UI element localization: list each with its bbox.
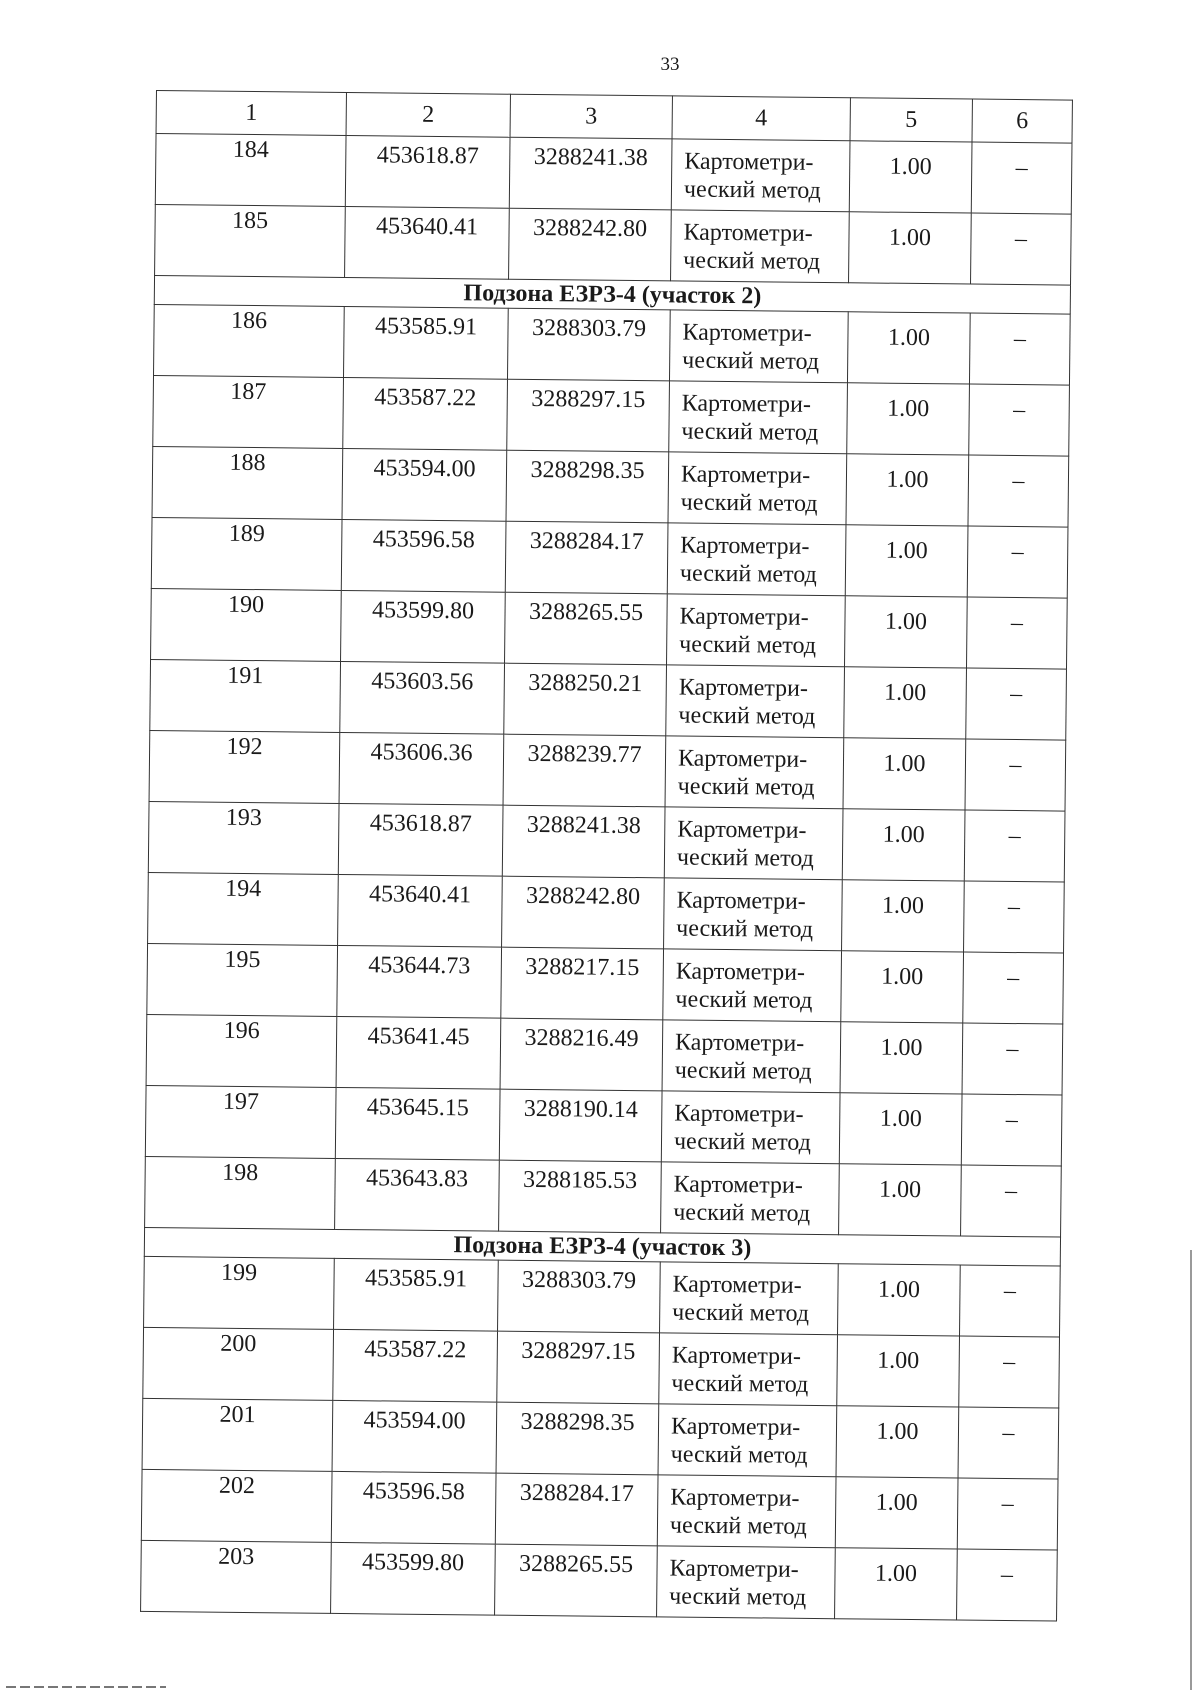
y-coordinate: 3288241.38 xyxy=(509,137,672,210)
method-line-2: ческий метод xyxy=(678,702,816,730)
note-value: – xyxy=(962,1023,1063,1095)
method-cell xyxy=(664,878,843,951)
table-row xyxy=(144,1256,1061,1337)
method-line-1: Картометри- xyxy=(670,1484,800,1512)
point-number: 187 xyxy=(153,375,344,448)
note-value: – xyxy=(966,668,1067,740)
method-line-1: Картометри- xyxy=(681,390,812,418)
y-coordinate: 3288242.80 xyxy=(502,876,665,949)
method-line-2: ческий метод xyxy=(679,560,817,588)
method-cell xyxy=(660,1262,839,1335)
table-row xyxy=(141,1469,1058,1550)
table-row xyxy=(142,1398,1059,1479)
accuracy-value: 1.00 xyxy=(846,454,969,526)
table-row xyxy=(149,730,1066,811)
y-coordinate: 3288217.15 xyxy=(501,947,664,1020)
page-number: 33 xyxy=(660,54,680,75)
note-value: – xyxy=(969,384,1070,456)
coordinates-table xyxy=(140,90,1073,1622)
method-line-2: ческий метод xyxy=(681,418,819,446)
method-line-2: ческий метод xyxy=(672,1299,810,1327)
point-number: 190 xyxy=(151,588,342,661)
table-row xyxy=(152,446,1069,527)
method-line-1: Картометри- xyxy=(682,319,812,347)
method-line-1: Картометри- xyxy=(680,461,811,489)
point-number: 201 xyxy=(142,1398,333,1471)
method-line-2: ческий метод xyxy=(675,986,813,1014)
accuracy-value: 1.00 xyxy=(835,1477,958,1549)
method-line-2: ческий метод xyxy=(683,176,821,204)
method-line-1: Картометри- xyxy=(674,1100,804,1128)
point-number: 196 xyxy=(146,1014,337,1087)
y-coordinate: 3288265.55 xyxy=(505,592,668,665)
method-line-2: ческий метод xyxy=(676,915,814,943)
note-value: – xyxy=(967,526,1068,598)
point-number: 184 xyxy=(155,134,346,207)
method-cell xyxy=(659,1333,838,1406)
method-line-1: Картометри- xyxy=(677,745,808,773)
note-value: – xyxy=(965,739,1066,811)
x-coordinate: 453606.36 xyxy=(339,732,504,805)
accuracy-value: 1.00 xyxy=(840,1022,963,1094)
method-line-2: ческий метод xyxy=(673,1128,812,1156)
point-number: 200 xyxy=(143,1327,334,1400)
x-coordinate: 453587.22 xyxy=(343,377,508,450)
y-coordinate: 3288250.21 xyxy=(504,663,667,736)
method-line-2: ческий метод xyxy=(670,1441,808,1469)
method-line-1: Картометри- xyxy=(678,674,809,702)
x-coordinate: 453594.00 xyxy=(342,448,507,521)
x-coordinate: 453618.87 xyxy=(338,803,503,876)
accuracy-value: 1.00 xyxy=(839,1164,962,1236)
method-line-1: Картометри- xyxy=(672,1271,802,1299)
accuracy-value: 1.00 xyxy=(844,596,967,668)
y-coordinate: 3288216.49 xyxy=(500,1018,663,1091)
accuracy-value: 1.00 xyxy=(839,1093,962,1165)
table-row xyxy=(151,517,1068,598)
note-value: – xyxy=(957,1478,1058,1550)
method-cell xyxy=(661,1091,840,1164)
method-line-2: ческий метод xyxy=(671,1370,809,1398)
x-coordinate: 453594.00 xyxy=(332,1400,497,1473)
method-line-2: ческий метод xyxy=(683,247,821,275)
y-coordinate: 3288303.79 xyxy=(507,308,670,381)
point-number: 199 xyxy=(144,1256,335,1329)
x-coordinate: 453585.91 xyxy=(343,306,508,379)
table-row xyxy=(143,1327,1060,1408)
accuracy-value: 1.00 xyxy=(842,809,965,881)
column-header: 2 xyxy=(346,92,510,137)
point-number: 186 xyxy=(154,304,345,377)
table-body xyxy=(141,91,1073,1622)
method-line-2: ческий метод xyxy=(679,631,817,659)
y-coordinate: 3288242.80 xyxy=(509,208,672,281)
section-heading: Подзона ЕЗРЗ-4 (участок 3) xyxy=(144,1227,1060,1266)
method-line-1: Картометри- xyxy=(679,603,809,631)
method-line-1: Картометри- xyxy=(673,1171,803,1199)
method-line-2: ческий метод xyxy=(680,489,818,517)
table-row xyxy=(148,872,1065,953)
accuracy-value: 1.00 xyxy=(844,667,967,739)
method-line-1: Картометри- xyxy=(676,887,806,915)
column-header: 1 xyxy=(156,91,346,136)
method-line-2: ческий метод xyxy=(676,844,814,872)
note-value: – xyxy=(964,810,1065,882)
accuracy-value: 1.00 xyxy=(845,525,968,597)
method-line-1: Картометри- xyxy=(684,148,814,176)
y-coordinate: 3288265.55 xyxy=(495,1544,658,1617)
table-row xyxy=(155,134,1072,215)
accuracy-value: 1.00 xyxy=(837,1335,960,1407)
y-coordinate: 3288185.53 xyxy=(499,1160,662,1233)
column-header: 3 xyxy=(510,94,672,139)
table-row xyxy=(147,943,1064,1024)
table-row xyxy=(145,1156,1062,1237)
y-coordinate: 3288190.14 xyxy=(499,1089,662,1162)
table-row xyxy=(150,659,1067,740)
point-number: 194 xyxy=(148,872,339,945)
table-row xyxy=(155,204,1072,285)
x-coordinate: 453645.15 xyxy=(335,1087,500,1160)
table-row xyxy=(151,588,1068,669)
column-header: 4 xyxy=(672,96,850,141)
y-coordinate: 3288297.15 xyxy=(497,1331,660,1404)
note-value: – xyxy=(959,1265,1060,1337)
point-number: 195 xyxy=(147,943,338,1016)
x-coordinate: 453585.91 xyxy=(334,1258,499,1331)
x-coordinate: 453596.58 xyxy=(331,1471,496,1544)
scan-edge-mark xyxy=(1190,1250,1192,1690)
y-coordinate: 3288298.35 xyxy=(506,450,669,523)
note-value: – xyxy=(971,142,1072,214)
method-line-2: ческий метод xyxy=(669,1583,807,1611)
method-cell xyxy=(669,310,848,383)
point-number: 203 xyxy=(141,1540,332,1613)
section-heading: Подзона ЕЗРЗ-4 (участок 2) xyxy=(154,275,1070,314)
note-value: – xyxy=(963,952,1064,1024)
y-coordinate: 3288303.79 xyxy=(498,1260,661,1333)
note-value: – xyxy=(964,881,1065,953)
method-line-1: Картометри- xyxy=(683,219,813,247)
method-cell xyxy=(662,1020,841,1093)
accuracy-value: 1.00 xyxy=(843,738,966,810)
point-number: 188 xyxy=(152,446,343,519)
accuracy-value: 1.00 xyxy=(849,141,972,213)
column-header: 6 xyxy=(972,99,1072,143)
point-number: 202 xyxy=(141,1469,332,1542)
table-row xyxy=(146,1014,1063,1095)
note-value: – xyxy=(971,213,1072,285)
note-value: – xyxy=(957,1549,1058,1621)
method-cell xyxy=(667,523,846,596)
y-coordinate: 3288284.17 xyxy=(495,1473,658,1546)
method-line-1: Картометри- xyxy=(675,958,806,986)
accuracy-value: 1.00 xyxy=(847,383,970,455)
note-value: – xyxy=(959,1336,1060,1408)
method-cell xyxy=(668,452,847,525)
accuracy-value: 1.00 xyxy=(835,1548,958,1620)
table-row xyxy=(148,801,1065,882)
y-coordinate: 3288298.35 xyxy=(496,1402,659,1475)
note-value: – xyxy=(968,455,1069,527)
y-coordinate: 3288241.38 xyxy=(502,805,665,878)
coordinates-table-wrapper xyxy=(140,90,1072,1622)
method-cell xyxy=(671,139,850,212)
x-coordinate: 453603.56 xyxy=(340,661,505,734)
point-number: 185 xyxy=(155,204,346,277)
note-value: – xyxy=(961,1165,1062,1237)
x-coordinate: 453618.87 xyxy=(345,135,510,208)
accuracy-value: 1.00 xyxy=(838,1264,961,1336)
method-cell xyxy=(657,1546,836,1619)
point-number: 197 xyxy=(145,1085,336,1158)
point-number: 193 xyxy=(148,801,339,874)
accuracy-value: 1.00 xyxy=(836,1406,959,1478)
note-value: – xyxy=(958,1407,1059,1479)
table-row xyxy=(154,304,1071,385)
note-value: – xyxy=(966,597,1067,669)
method-line-1: Картометри- xyxy=(680,532,810,560)
scan-foot-mark xyxy=(6,1686,166,1688)
method-line-2: ческий метод xyxy=(682,347,820,375)
method-line-2: ческий метод xyxy=(674,1057,812,1085)
method-line-1: Картометри- xyxy=(677,816,807,844)
point-number: 189 xyxy=(151,517,342,590)
method-line-1: Картометри- xyxy=(670,1413,801,1441)
method-line-2: ческий метод xyxy=(673,1199,811,1227)
x-coordinate: 453643.83 xyxy=(335,1158,500,1231)
table-row xyxy=(141,1540,1058,1621)
x-coordinate: 453640.41 xyxy=(338,874,503,947)
column-header: 5 xyxy=(850,98,972,142)
x-coordinate: 453641.45 xyxy=(336,1016,501,1089)
note-value: – xyxy=(969,313,1070,385)
method-cell xyxy=(657,1475,836,1548)
table-row xyxy=(145,1085,1062,1166)
accuracy-value: 1.00 xyxy=(849,212,972,284)
accuracy-value: 1.00 xyxy=(842,880,965,952)
x-coordinate: 453644.73 xyxy=(337,945,502,1018)
method-line-2: ческий метод xyxy=(669,1512,807,1540)
point-number: 198 xyxy=(145,1156,336,1229)
y-coordinate: 3288297.15 xyxy=(507,379,670,452)
accuracy-value: 1.00 xyxy=(841,951,964,1023)
method-cell xyxy=(663,949,842,1022)
method-cell xyxy=(665,736,844,809)
y-coordinate: 3288239.77 xyxy=(503,734,666,807)
method-cell xyxy=(664,807,843,880)
method-line-1: Картометри- xyxy=(671,1342,802,1370)
point-number: 191 xyxy=(150,659,341,732)
method-cell xyxy=(667,594,846,667)
x-coordinate: 453596.58 xyxy=(341,519,506,592)
method-line-1: Картометри- xyxy=(674,1029,805,1057)
x-coordinate: 453599.80 xyxy=(331,1542,496,1615)
x-coordinate: 453599.80 xyxy=(341,590,506,663)
note-value: – xyxy=(961,1094,1062,1166)
method-cell xyxy=(658,1404,837,1477)
table-row xyxy=(153,375,1070,456)
method-line-2: ческий метод xyxy=(677,773,815,801)
method-line-1: Картометри- xyxy=(669,1555,799,1583)
point-number: 192 xyxy=(149,730,340,803)
method-cell xyxy=(661,1162,840,1235)
method-cell xyxy=(669,381,848,454)
x-coordinate: 453640.41 xyxy=(345,206,510,279)
y-coordinate: 3288284.17 xyxy=(505,521,668,594)
accuracy-value: 1.00 xyxy=(847,312,970,384)
method-cell xyxy=(666,665,845,738)
x-coordinate: 453587.22 xyxy=(333,1329,498,1402)
method-cell xyxy=(671,210,850,283)
